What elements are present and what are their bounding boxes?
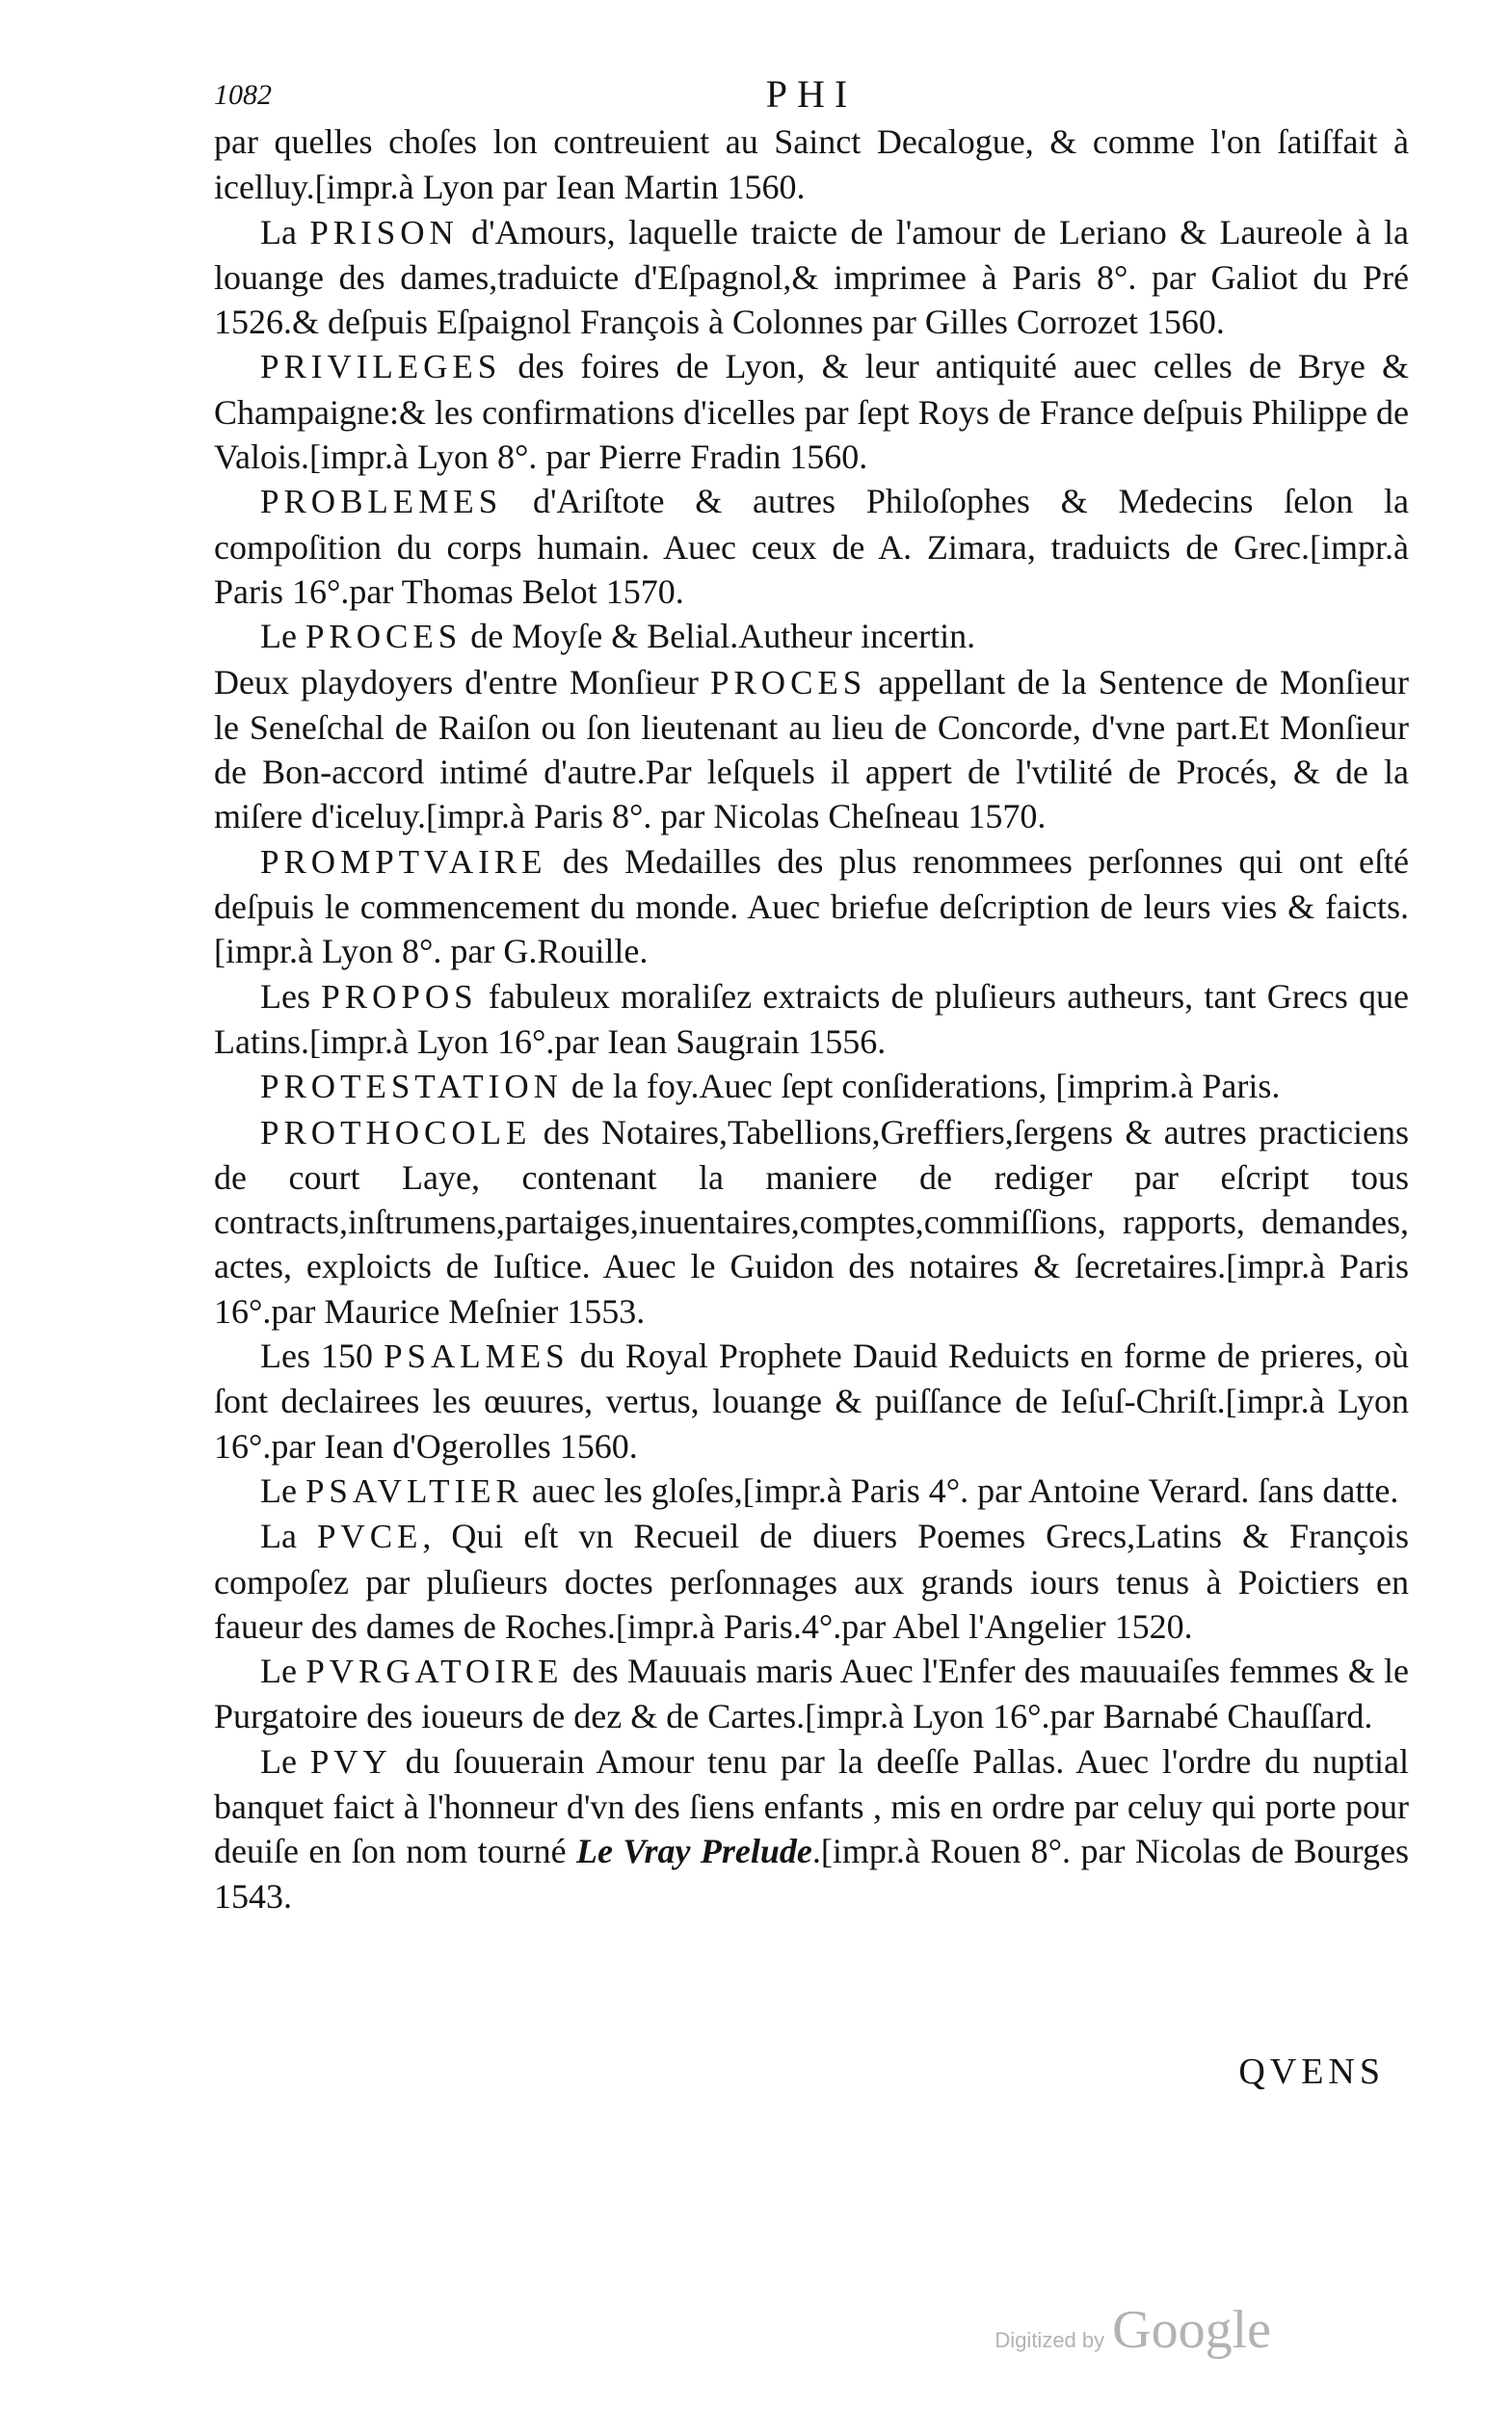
- device-title: Le Vray Prelude: [576, 1832, 812, 1871]
- entry-headword: PVY: [309, 1742, 392, 1781]
- catalog-text: [214, 119, 1409, 1919]
- digitization-watermark: [995, 2299, 1271, 2361]
- google-logo: Google: [1112, 2300, 1271, 2360]
- watermark-prefix: Digitized by: [995, 2328, 1105, 2352]
- entry-headword: PVRGATOIRE: [305, 1653, 564, 1691]
- entry-headword: PROTESTATION: [260, 1068, 563, 1106]
- entry-headword: PROBLEMES: [260, 483, 503, 521]
- entry-headword: PRIVILEGES: [260, 348, 502, 386]
- catalog-entry: PROTHOCOLE des Notaires,Tabellions,Greffiers,ſergens & autres practiciens de court Laye, contenant la maniere de rediger par eſcript tous contracts,inſtrumens,partaiges,inuentaires,comptes,commiſſions, rapports, demandes, actes, exploicts de Iuſtice. Auec le Guidon des notaires & ſecretaires.[impr.à Paris 16°.par Maurice Meſnier 1553.: [214, 1112, 1409, 1331]
- entry-headword: PROMPTVAIRE: [260, 842, 547, 881]
- entry-headword: PROCES: [709, 663, 867, 702]
- running-head: PHI: [765, 72, 858, 116]
- catalog-entry: La PRISON d'Amours, laquelle traicte de l'amour de Leriano & Laureole à la louange des dames,traduicte d'Eſpagnol,& imprimee à Paris 8°. par Galiot du Pré 1526.& deſpuis Eſpaignol François à Colonnes par Gilles Corrozet 1560.: [214, 212, 1410, 342]
- page-number: 1082: [214, 79, 272, 111]
- catalog-entry: La PVCE, Qui eſt vn Recueil de diuers Poemes Grecs,Latins & François compoſez par pluſieurs doctes perſonnages aux grands iours tenus à Poictiers en faueur des dames de Roches.[impr.à Paris.4°.par Abel l'Angelier 1520.: [214, 1517, 1410, 1646]
- catalog-entry: Deux playdoyers d'entre Monſieur PROCES appellant de la Sentence de Monſieur le Seneſchal de Raiſon ou ſon lieutenant au lieu de Concorde, d'vne part.Et Monſieur de Bon-accord intimé d'autre.Par leſquels il appert de l'vtilité de Procés, & de la miſere d'iceluy.[impr.à Paris 8°. par Nicolas Cheſneau 1570.: [214, 662, 1409, 836]
- catalog-entry: Le PVRGATOIRE des Mauuais maris Auec l'Enfer des mauuaiſes femmes & le Purgatoire des ioueurs de dez & de Cartes.[impr.à Lyon 16°.par Barnabé Chauſſard.: [214, 1652, 1410, 1736]
- catalog-entry: Le PSAVLTIER auec les gloſes,[impr.à Paris 4°. par Antoine Verard. ſans datte.: [260, 1470, 1399, 1510]
- entry-headword: PSAVLTIER: [305, 1471, 523, 1510]
- catchword: QVENS: [1238, 2052, 1385, 2092]
- entry-headword: PRISON: [309, 213, 459, 251]
- catalog-entry: PROMPTVAIRE des Medailles des plus renommees perſonnes qui ont eſté deſpuis le commencement du monde. Auec briefue deſcription de leurs vies & faicts.[impr.à Lyon 8°. par G.Rouille.: [214, 841, 1409, 971]
- entry-headword: PROTHOCOLE: [260, 1113, 532, 1152]
- entry-headword: PROCES: [305, 618, 463, 656]
- catalog-entry: PRIVILEGES des foires de Lyon, & leur antiquité auec celles de Brye & Champaigne:& les confirmations d'icelles par ſept Roys de France deſpuis Philippe de Valois.[impr.à Lyon 8°. par Pierre Fradin 1560.: [214, 347, 1409, 477]
- page-header: [214, 71, 1409, 119]
- catalog-entry: Le PROCES de Moyſe & Belial.Autheur incertin.: [260, 617, 976, 656]
- entry-headword: PSALMES: [384, 1337, 570, 1376]
- entry-headword: PROPOS: [321, 977, 478, 1016]
- catalog-entry: PROBLEMES d'Ariſtote & autres Philoſophes & Medecins ſelon la compoſition du corps humain. Auec ceux de A. Zimara, traduicts de Grec.[impr.à Paris 16°.par Thomas Belot 1570.: [214, 482, 1409, 611]
- catalog-entry: Le PVY du ſouuerain Amour tenu par la deeſſe Pallas. Auec l'ordre du nuptial banquet faict à l'honneur d'vn des ſiens enfants , mis en ordre par celuy qui porte pour deuiſe en ſon nom tourné Le Vray Prelude.[impr.à Rouen 8°. par Nicolas de Bourges 1543.: [214, 1741, 1410, 1916]
- catalog-entry: PROTESTATION de la foy.Auec ſept conſiderations, [imprim.à Paris.: [260, 1067, 1281, 1106]
- catalog-entry: par quelles choſes lon contreuient au Sainct Decalogue, & comme l'on ſatiſfait à icelluy.[impr.à Lyon par Iean Martin 1560.: [214, 122, 1409, 207]
- catalog-entry: Les 150 PSALMES du Royal Prophete Dauid Reduicts en forme de prieres, où ſont declairees les œuures, vertus, louange & puiſſance de Ieſuſ-Chriſt.[impr.à Lyon 16°.par Iean d'Ogerolles 1560.: [214, 1337, 1409, 1466]
- catalog-entry: Les PROPOS fabuleux moraliſez extraicts de pluſieurs autheurs, tant Grecs que Latins.[impr.à Lyon 16°.par Iean Saugrain 1556.: [214, 976, 1410, 1061]
- entry-headword: PVCE: [316, 1518, 423, 1556]
